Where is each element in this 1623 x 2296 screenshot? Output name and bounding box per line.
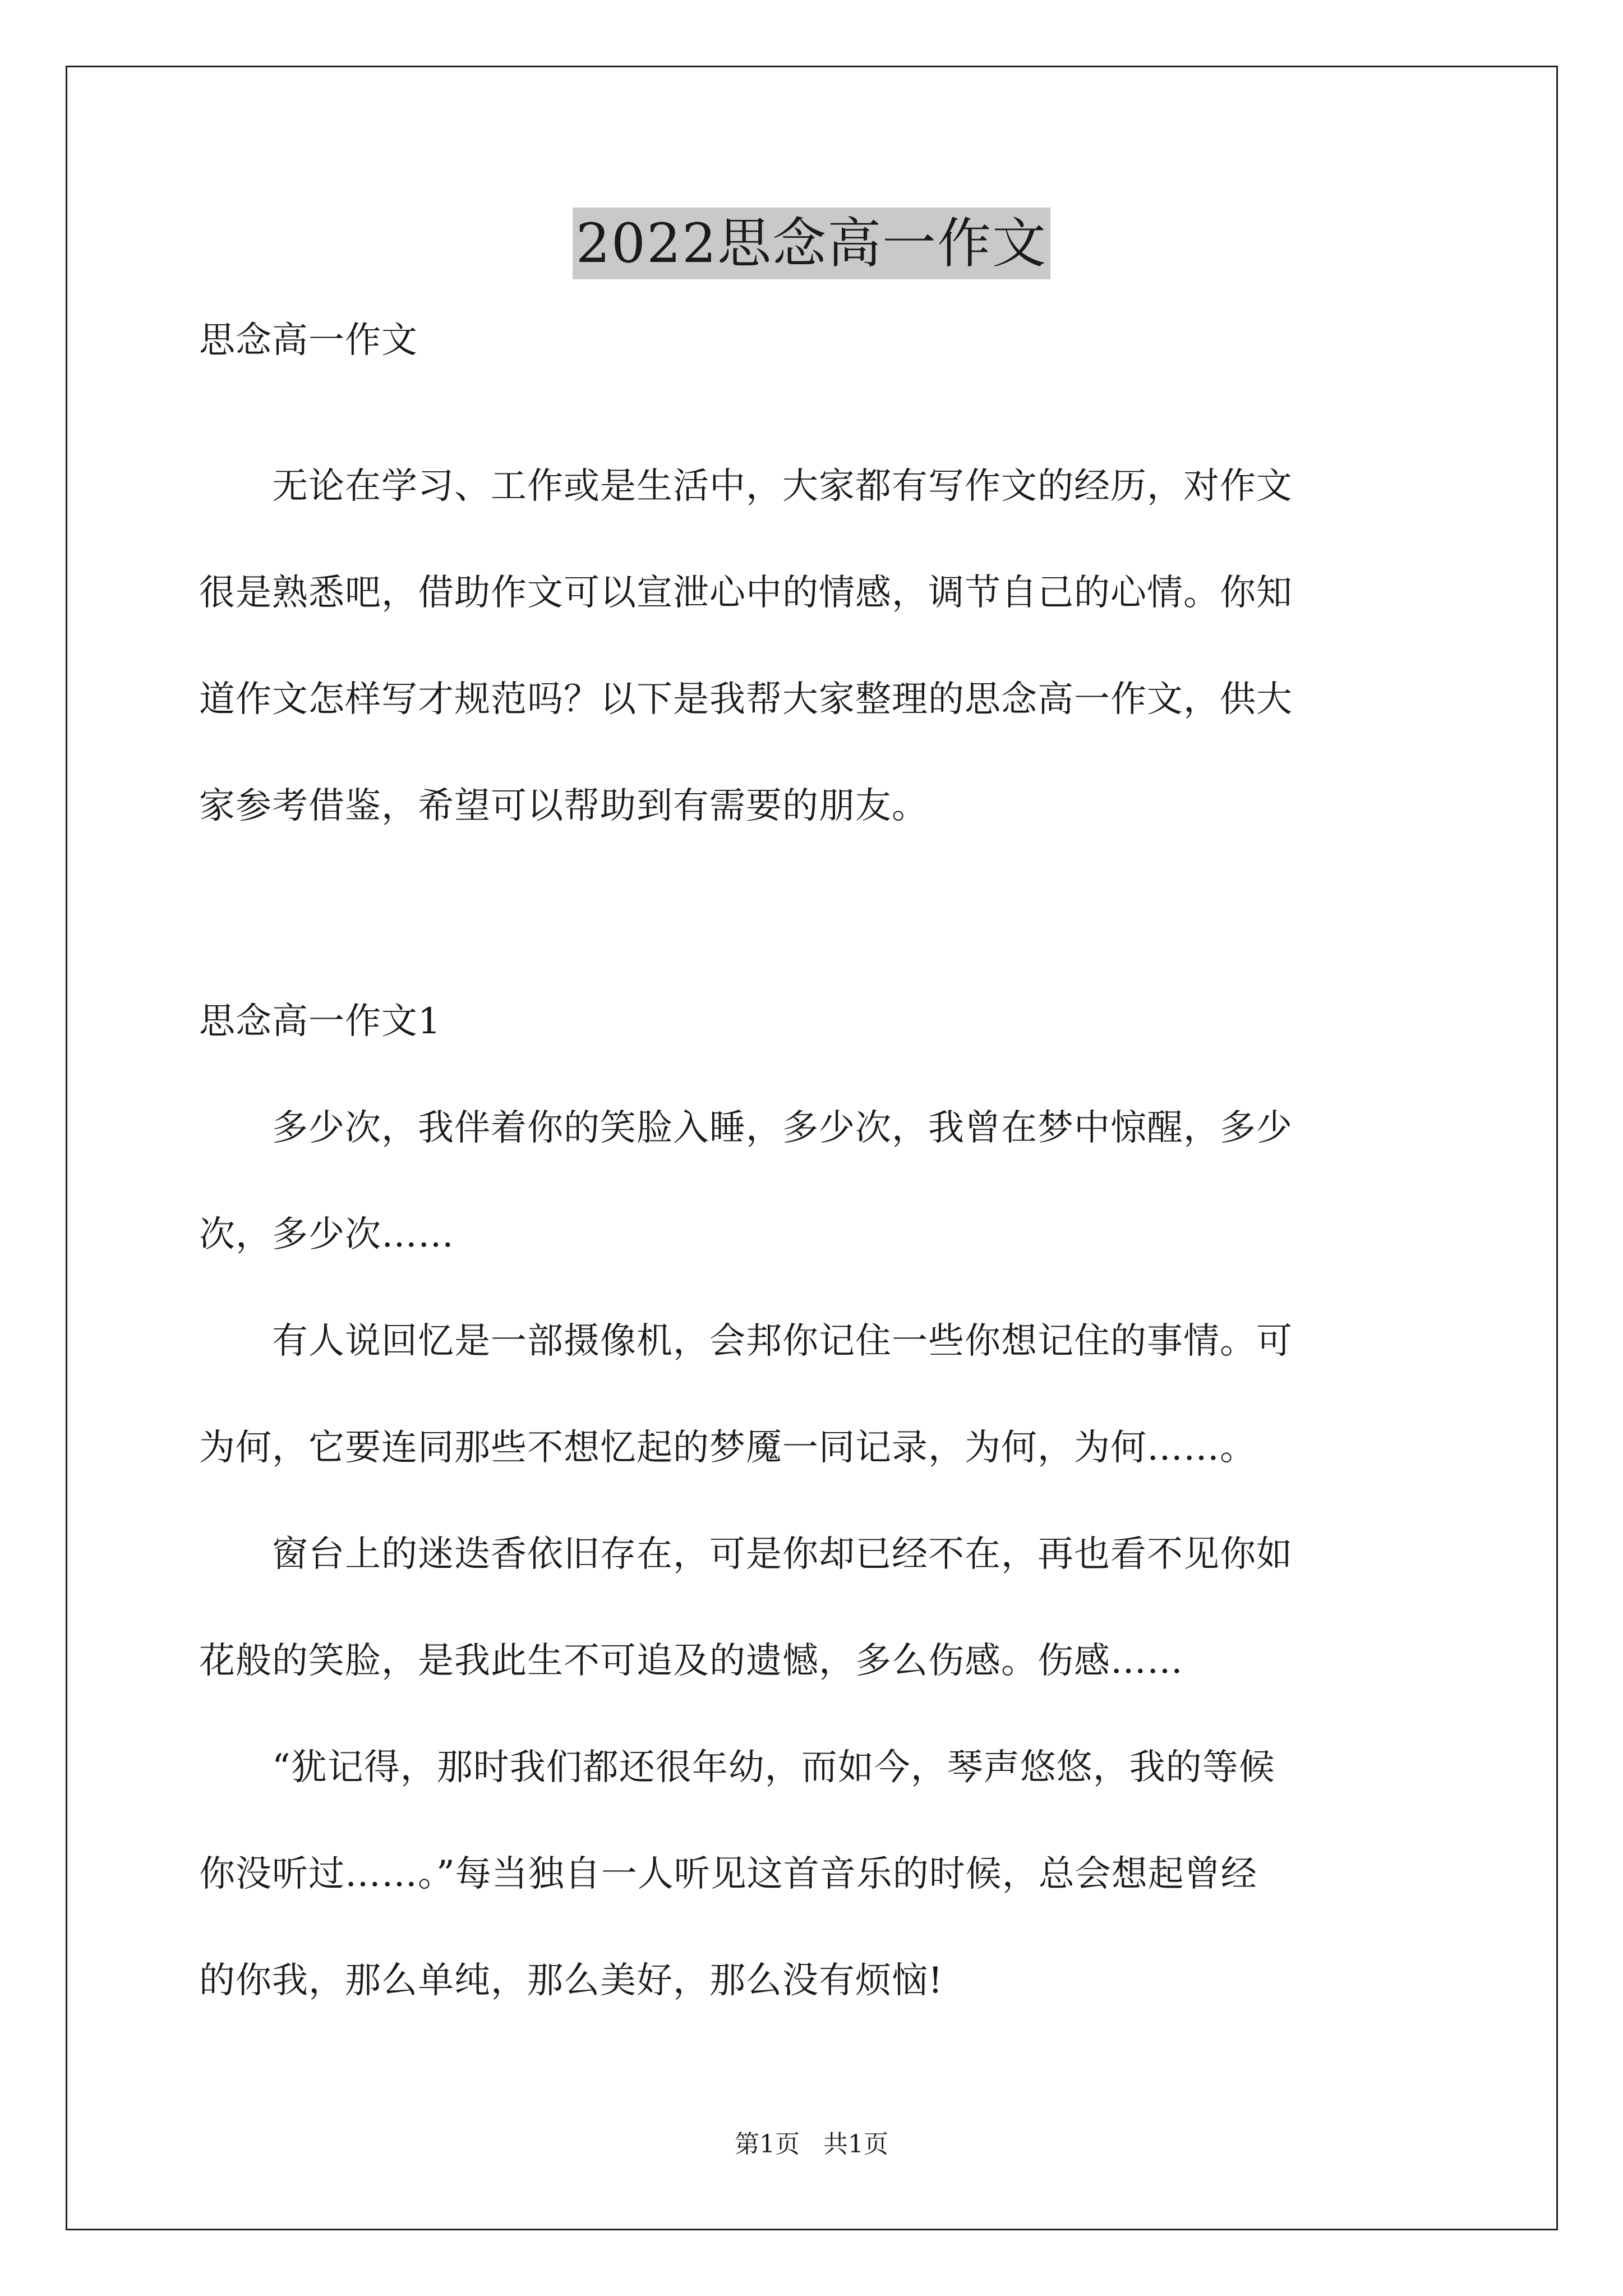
paragraph-line: 为何，它要连同那些不想忆起的梦魇一同记录，为何，为何……。	[199, 1427, 1256, 1469]
paragraph-line: 无论在学习、工作或是生活中，大家都有写作文的经历，对作文	[199, 466, 1293, 507]
paragraph-line: 家参考借鉴，希望可以帮助到有需要的朋友。	[199, 785, 928, 827]
paragraph-line: 窗台上的迷迭香依旧存在，可是你却已经不在，再也看不见你如	[199, 1534, 1293, 1575]
paragraph-line: 花般的笑脸，是我此生不可追及的遗憾，多么伤感。伤感……	[199, 1640, 1183, 1682]
paragraph-line: 道作文怎样写才规范吗？以下是我帮大家整理的思念高一作文，供大	[199, 679, 1293, 720]
paragraph-line: 很是熟悉吧，借助作文可以宣泄心中的情感，调节自己的心情。你知	[199, 572, 1293, 614]
section-heading: 思念高一作文	[199, 320, 418, 361]
paragraph-line: “犹记得，那时我们都还很年幼，而如今，琴声悠悠，我的等候	[199, 1747, 1275, 1788]
document-title: 2022思念高一作文	[573, 208, 1050, 279]
section-heading: 思念高一作文1	[199, 1001, 441, 1042]
page-number-footer: 第1页 共1页	[735, 2130, 888, 2159]
paragraph-line: 次，多少次……	[199, 1214, 454, 1255]
paragraph-line: 你没听过……。”每当独自一人听见这首音乐的时候，总会想起曾经	[199, 1853, 1257, 1895]
paragraph-line: 多少次，我伴着你的笑脸入睡，多少次，我曾在梦中惊醒，多少	[199, 1107, 1293, 1149]
title-container	[0, 208, 1623, 279]
paragraph-line: 有人说回忆是一部摄像机，会邦你记住一些你想记住的事情。可	[199, 1320, 1293, 1362]
paragraph-line: 的你我，那么单纯，那么美好，那么没有烦恼!	[199, 1960, 943, 2001]
